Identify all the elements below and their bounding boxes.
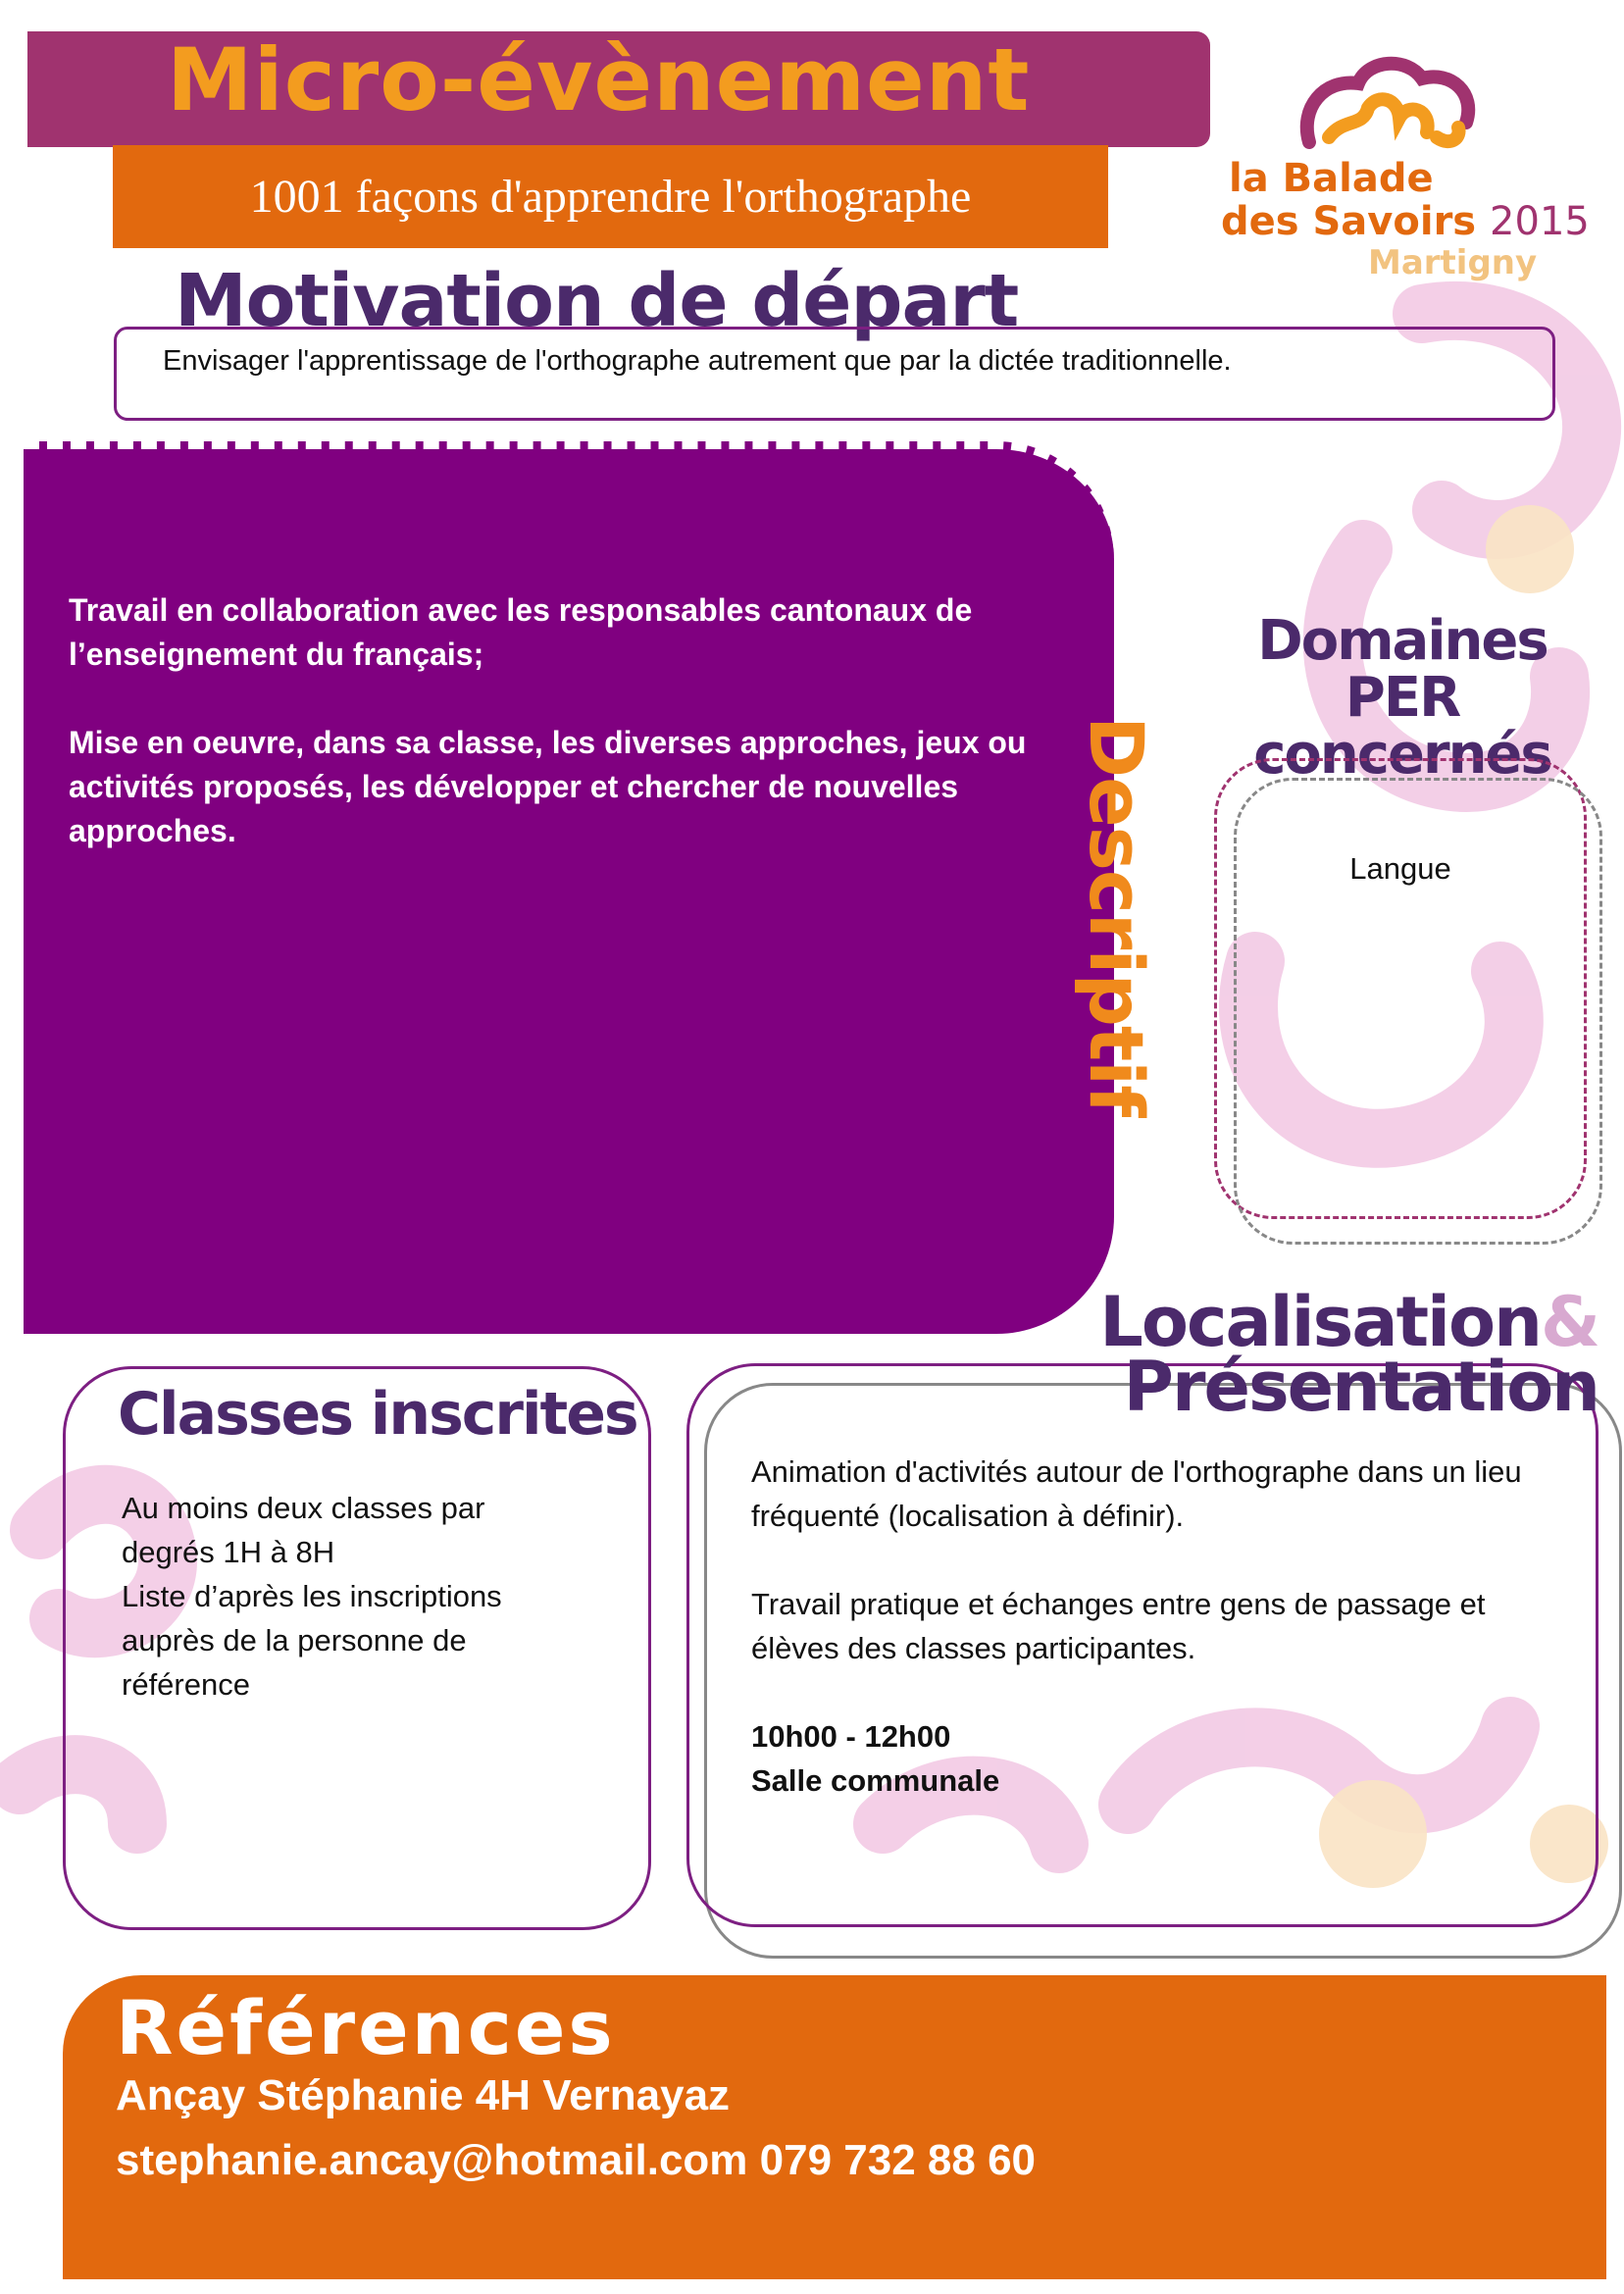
references-name: Ançay Stéphanie 4H Vernayaz xyxy=(116,2071,731,2119)
localisation-time: 10h00 - 12h00 xyxy=(751,1719,951,1754)
descriptif-paragraph-2: Mise en oeuvre, dans sa classe, les diverses approches, jeux ou activités proposés, les développer et chercher de nouvelles approches. xyxy=(69,725,1027,848)
localisation-heading-line-1: Localisation xyxy=(1099,1282,1541,1362)
localisation-text xyxy=(751,1450,1575,1803)
domaines-box-shadow xyxy=(1234,778,1602,1245)
domaines-text: Langue xyxy=(1349,851,1451,886)
localisation-heading xyxy=(981,1282,1599,1427)
descriptif-label: Descriptif xyxy=(1073,716,1160,1117)
descriptif-paragraph-1: Travail en collaboration avec les responsables cantonaux de l’enseignement du français; xyxy=(69,592,973,672)
logo-savoirs: des Savoirs xyxy=(1221,199,1477,244)
motivation-heading: Motivation de départ xyxy=(175,259,1019,343)
classes-heading: Classes inscrites xyxy=(118,1380,637,1449)
page-subtitle: 1001 façons d'apprendre l'orthographe xyxy=(249,171,972,223)
page-title: Micro-évènement xyxy=(167,29,1031,130)
logo-year: 2015 xyxy=(1490,199,1590,244)
classes-text xyxy=(122,1486,632,1707)
logo-line-1: la Balade xyxy=(1229,156,1434,201)
classes-line-5: référence xyxy=(122,1667,250,1702)
logo-text xyxy=(1221,156,1590,282)
references-heading: Références xyxy=(116,1984,616,2071)
motivation-text: Envisager l'apprentissage de l'orthographe autrement que par la dictée traditionnelle. xyxy=(163,345,1232,377)
domaines-heading-line-1: Domaines PER xyxy=(1257,609,1548,730)
localisation-paragraph-2: Travail pratique et échanges entre gens de passage et élèves des classes participantes. xyxy=(751,1587,1486,1665)
classes-line-4: auprès de la personne de xyxy=(122,1623,467,1657)
domaines-heading-line-2: concernés xyxy=(1253,723,1551,787)
classes-line-1: Au moins deux classes par xyxy=(122,1491,485,1525)
localisation-heading-line-2: Présentation xyxy=(1123,1347,1599,1427)
references-contact: stephanie.ancay@hotmail.com 079 732 88 60 xyxy=(116,2136,1037,2184)
classes-line-3: Liste d’après les inscriptions xyxy=(122,1579,502,1613)
localisation-paragraph-1: Animation d'activités autour de l'orthographe dans un lieu fréquenté (localisation à définir). xyxy=(751,1454,1522,1533)
localisation-place: Salle communale xyxy=(751,1763,1000,1798)
localisation-heading-amp: & xyxy=(1540,1282,1599,1362)
logo-city: Martigny xyxy=(1368,243,1538,282)
logo-line-2 xyxy=(1221,199,1590,244)
classes-line-2: degrés 1H à 8H xyxy=(122,1535,335,1569)
descriptif-text xyxy=(69,588,1059,897)
